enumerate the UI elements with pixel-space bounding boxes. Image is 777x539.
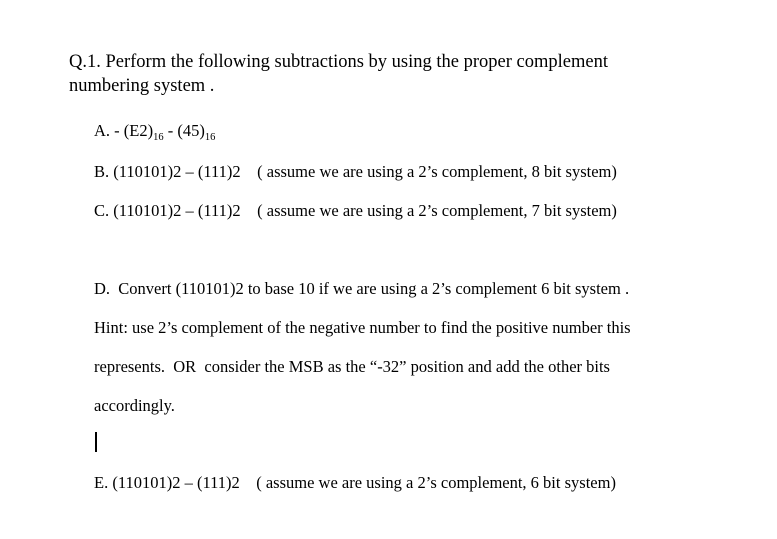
question-title: Q.1. Perform the following subtractions by using the proper complement numbering system . (69, 52, 608, 96)
item-a-subscript-2: 16 (204, 132, 216, 143)
text-cursor (95, 432, 97, 452)
item-a-middle: - (45) (163, 121, 205, 140)
item-c: C. (110101)2 – (111)2 ( assume we are using a 2’s complement, 7 bit system) (94, 201, 617, 220)
item-b: B. (110101)2 – (111)2 ( assume we are using a 2’s complement, 8 bit system) (94, 162, 617, 181)
item-d-line-2: Hint: use 2’s complement of the negative number to find the positive number this (94, 318, 631, 337)
item-d-line-1: D. Convert (110101)2 to base 10 if we are using a 2’s complement 6 bit system . (94, 279, 630, 298)
item-a-prefix: A. - (E2) (94, 121, 154, 140)
item-d-line-3: represents. OR consider the MSB as the “-32” position and add the other bits (94, 357, 610, 376)
item-a (94, 121, 215, 143)
item-e: E. (110101)2 – (111)2 ( assume we are using a 2’s complement, 6 bit system) (94, 473, 616, 492)
item-a-subscript-1: 16 (153, 132, 164, 143)
item-d-line-4: accordingly. (94, 396, 175, 415)
